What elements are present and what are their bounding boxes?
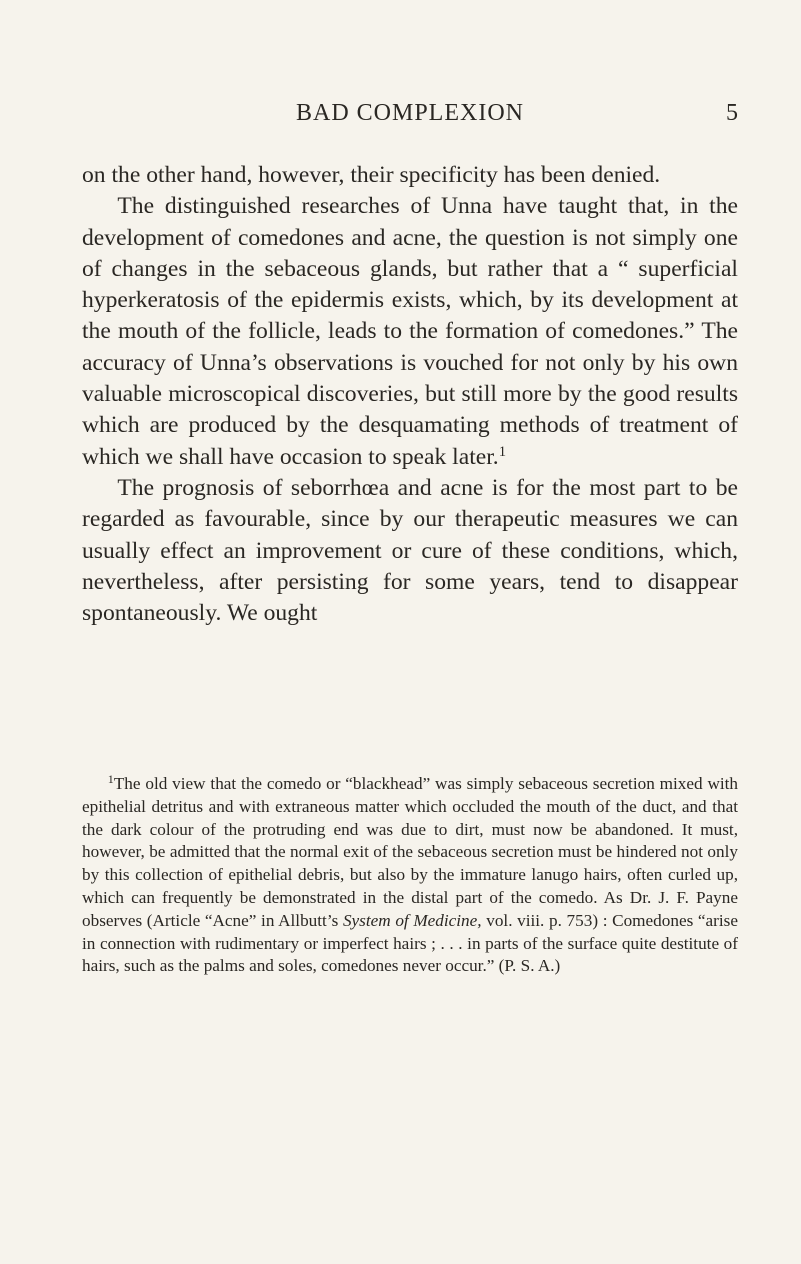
paragraph-continuation: on the other hand, however, their specificity has been denied. <box>82 162 661 188</box>
footnote-book-title: System of Medicine, <box>342 910 482 930</box>
page-header <box>82 100 738 134</box>
footnote <box>82 773 738 978</box>
page-number: 5 <box>726 100 738 126</box>
paragraph-unna <box>82 191 738 473</box>
running-head: BAD COMPLEXION <box>295 100 524 126</box>
paragraph-prognosis: The prognosis of seborrhœa and acne is for the most part to be regarded as favourable, since by our therapeutic measures we can usually effect an improvement or cure of these conditions, which, nevertheless, after persisting for some years, tend to disappear spontaneously. We ought <box>82 474 738 627</box>
footnote-marker: 1 <box>107 771 114 786</box>
paragraph-unna-text: The distinguished researches of Unna have taught that, in the development of comedones and acne, the question is not simply one of changes in the sebaceous glands, but rather that a “ superficial hyperkeratosis of the epidermis exists, which, by its development at the mouth of the follicle, leads to the formation of comedones.” The accuracy of Unna’s observations is vouched for not only by his own valuable microscopical discoveries, but still more by the good results which are produced by the desquamating methods of treatment of which we shall have occasion to speak later. <box>82 193 738 470</box>
footnote-text-part2: vol. viii. p. 753) : Comedones “arise in connection with rudimentary or imperfect hairs ; . . . in parts of the surface quite destitute of hairs, such as the palms and soles, comedones never occur.” (P. S. A.) <box>82 910 738 976</box>
footnote-text-part1: The old view that the comedo or “blackhead” was simply sebaceous secretion mixed with epithelial detritus and with extraneous matter which occluded the mouth of the duct, and that the dark colour of the protruding end was due to dirt, must now be abandoned. It must, however, be admitted that the normal exit of the sebaceous secretion must be hindered not only by this collection of epithelial debris, but also by the immature lanugo hairs, often curled up, which can frequently be demonstrated in the distal part of the comedo. As Dr. J. F. Payne observes (Article “Acne” in Allbutt’s <box>82 774 738 930</box>
body-text <box>82 160 738 629</box>
footnote-reference: 1 <box>498 443 506 460</box>
